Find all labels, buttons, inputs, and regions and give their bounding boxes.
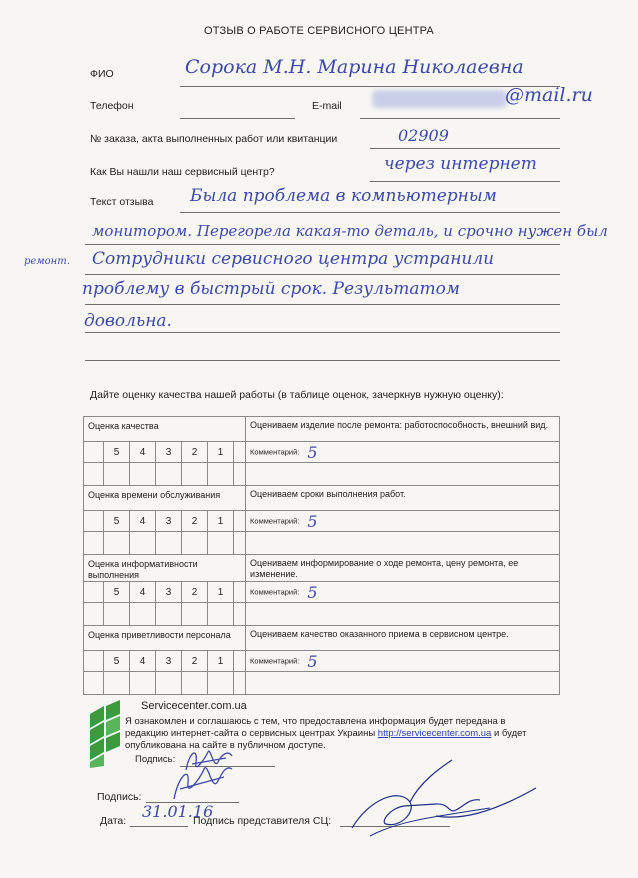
email-label: E-mail <box>312 100 342 112</box>
consent-tail: и будет опубликована на сайте в публичном доступе. <box>125 728 527 751</box>
score-5[interactable]: 5 <box>104 582 130 603</box>
rating-score-row <box>84 651 560 672</box>
rating-row-friendliness <box>84 626 560 651</box>
review-label: Текст отзыва <box>90 196 154 208</box>
score-3[interactable]: 3 <box>156 511 182 532</box>
score-5[interactable]: 5 <box>104 651 130 672</box>
rating-description: Оцениваем сроки выполнения работ. <box>246 486 560 511</box>
phone-label: Телефон <box>90 100 134 112</box>
comment-label: Комментарий: <box>250 655 300 665</box>
review-rule-1 <box>180 212 560 213</box>
signature-label-client: Подпись: <box>97 791 142 803</box>
review-line-1: Была проблема в компьютерным <box>190 186 497 206</box>
email-value: @mail.ru <box>505 84 593 106</box>
consent-body: Я ознакомлен и соглашаюсь с тем, что предоставлена информация будет передана в редакцию интернет-сайта о сервисных центрах Украины <box>125 716 506 739</box>
comment-label: Комментарий: <box>250 515 300 525</box>
score-1[interactable]: 1 <box>208 582 234 603</box>
score-5[interactable]: 5 <box>104 511 130 532</box>
comment-value: 5 <box>307 511 318 531</box>
score-3[interactable]: 3 <box>156 582 182 603</box>
comment-value: 5 <box>307 582 318 602</box>
email-line <box>360 118 560 119</box>
rating-heading: Оценка информативности выполнения <box>84 555 246 582</box>
comment-cell <box>246 442 560 463</box>
email-redaction <box>372 90 507 108</box>
score-2[interactable]: 2 <box>182 582 208 603</box>
rating-spacer-row <box>84 672 560 695</box>
phone-line <box>180 118 295 119</box>
fio-label: ФИО <box>90 68 114 80</box>
rating-description: Оцениваем информирование о ходе ремонта, цену ремонта, ее изменение. <box>246 555 560 582</box>
comment-cell <box>246 582 560 603</box>
servicecenter-logo-icon <box>86 700 122 768</box>
review-margin-note: ремонт. <box>24 256 70 267</box>
review-rule-5 <box>85 332 560 333</box>
signature-label-consent: Подпись: <box>135 754 176 765</box>
fio-line <box>180 86 560 87</box>
order-label: № заказа, акта выполненных работ или квитанции <box>90 133 338 145</box>
date-line <box>130 826 188 827</box>
review-line-4: проблему в быстрый срок. Результатом <box>82 279 460 299</box>
rating-row-info <box>84 555 560 582</box>
source-label: Как Вы нашли наш сервисный центр? <box>90 166 275 178</box>
rating-description: Оцениваем изделие после ремонта: работоспособность, внешний вид. <box>246 417 560 442</box>
comment-value: 5 <box>307 442 318 462</box>
comment-cell <box>246 651 560 672</box>
score-2[interactable]: 2 <box>182 442 208 463</box>
rating-spacer-row <box>84 532 560 555</box>
rating-intro: Дайте оценку качества нашей работы (в таблице оценок, зачеркнув нужную оценку): <box>90 389 504 401</box>
rep-signature <box>340 758 540 848</box>
rating-spacer-row <box>84 463 560 486</box>
rating-heading: Оценка времени обслуживания <box>84 486 246 511</box>
comment-cell <box>246 511 560 532</box>
document-title: ОТЗЫВ О РАБОТЕ СЕРВИСНОГО ЦЕНТРА <box>204 25 434 37</box>
consent-link[interactable]: http://servicecenter.com.ua <box>377 728 492 739</box>
rating-score-row <box>84 582 560 603</box>
review-line-5: довольна. <box>84 311 172 331</box>
score-1[interactable]: 1 <box>208 511 234 532</box>
date-label: Дата: <box>100 815 127 827</box>
review-rule-3 <box>85 274 560 275</box>
client-signature <box>160 755 240 805</box>
order-line <box>370 148 560 149</box>
rating-spacer-row <box>84 603 560 626</box>
date-value: 31.01.16 <box>142 802 214 821</box>
review-line-3: Сотрудники сервисного центра устранили <box>92 249 495 269</box>
rep-signature-label: Подпись представителя СЦ: <box>193 815 332 827</box>
comment-label: Комментарий: <box>250 446 300 456</box>
rating-heading: Оценка приветливости персонала <box>84 626 246 651</box>
score-4[interactable]: 4 <box>130 511 156 532</box>
score-4[interactable]: 4 <box>130 442 156 463</box>
score-5[interactable]: 5 <box>104 442 130 463</box>
score-3[interactable]: 3 <box>156 442 182 463</box>
source-line <box>370 181 560 182</box>
source-value: через интернет <box>384 154 537 174</box>
comment-label: Комментарий: <box>250 586 300 596</box>
score-2[interactable]: 2 <box>182 651 208 672</box>
score-3[interactable]: 3 <box>156 651 182 672</box>
score-1[interactable]: 1 <box>208 651 234 672</box>
rating-row-quality <box>84 417 560 442</box>
comment-value: 5 <box>307 651 318 671</box>
review-rule-2 <box>85 244 560 245</box>
score-4[interactable]: 4 <box>130 651 156 672</box>
site-name: Servicecenter.com.ua <box>141 700 247 712</box>
rating-table <box>83 416 560 695</box>
rating-row-time <box>84 486 560 511</box>
score-4[interactable]: 4 <box>130 582 156 603</box>
rating-description: Оцениваем качество оказанного приема в сервисном центре. <box>246 626 560 651</box>
score-2[interactable]: 2 <box>182 511 208 532</box>
fio-value: Сорока М.Н. Марина Николаевна <box>185 56 524 78</box>
rating-score-row <box>84 442 560 463</box>
rating-heading: Оценка качества <box>84 417 246 442</box>
review-line-2: монитором. Перегорела какая-то деталь, и срочно нужен был <box>92 222 608 240</box>
rating-score-row <box>84 511 560 532</box>
review-rule-4 <box>85 304 560 305</box>
score-1[interactable]: 1 <box>208 442 234 463</box>
order-value: 02909 <box>398 126 449 145</box>
review-rule-6 <box>85 360 560 361</box>
